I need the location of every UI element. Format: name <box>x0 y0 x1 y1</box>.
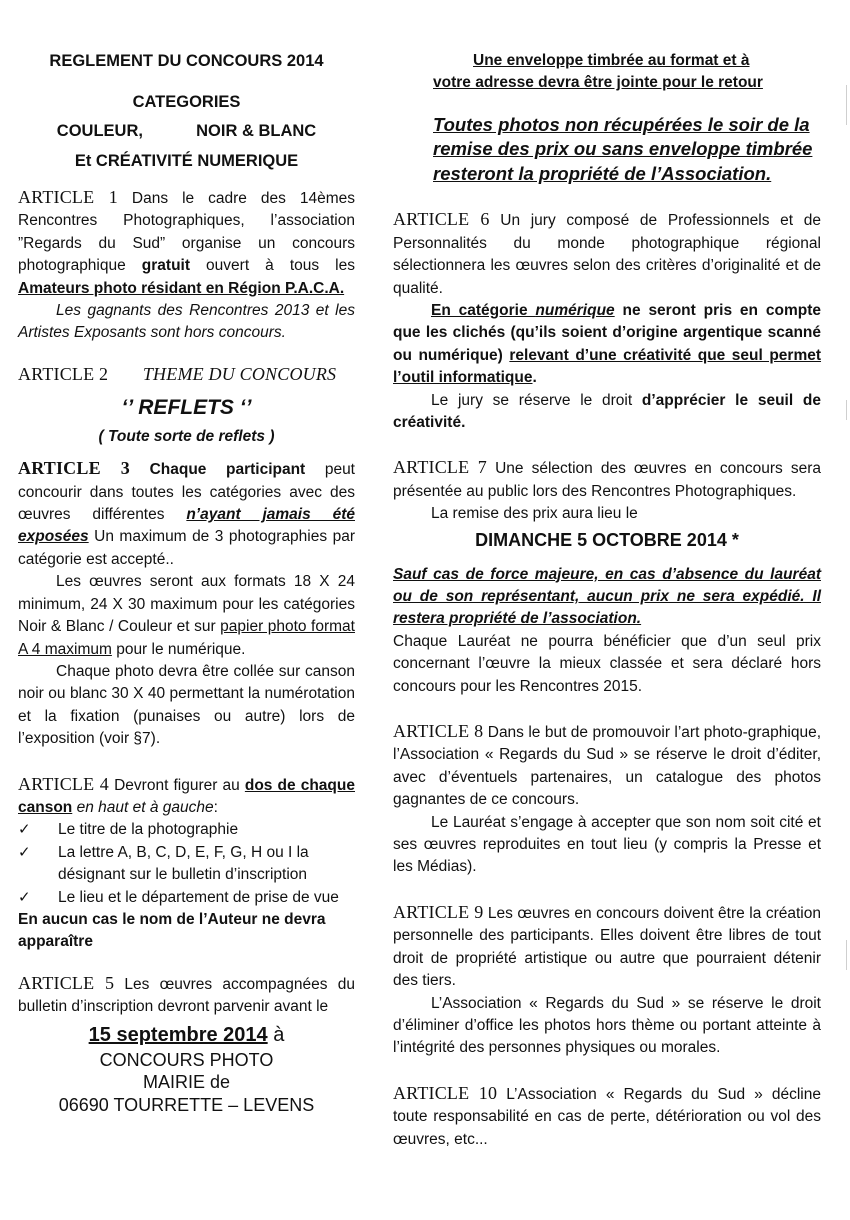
unclaimed-photos-note: Toutes photos non récupérées le soir de la remise des prix ou sans enveloppe timbrée resteront la propriété de l’Association. <box>433 113 813 184</box>
right-column <box>393 50 821 1151</box>
address-line-2: MAIRIE de <box>142 1071 231 1092</box>
theme-title: ‘’ REFLETS ‘’ <box>121 396 252 420</box>
article-1-label: ARTICLE 1 <box>18 187 118 207</box>
article-8-laureat: Le Lauréat s’engage à accepter que son nom soit cité et ses œuvres reproduites en tout lieu (y compris la Presse et les Médias). <box>393 813 821 876</box>
article-1-exclusions: Les gagnants des Rencontres 2013 et les Artistes Exposants sont hors concours. <box>18 302 355 342</box>
address-line-1: CONCOURS PHOTO <box>99 1049 274 1070</box>
article-2-label: ARTICLE 2 <box>18 363 109 384</box>
theme-subtitle: ( Toute sorte de reflets ) <box>98 428 275 446</box>
article-7-label: ARTICLE 7 <box>393 457 487 478</box>
article-6-jury: Le jury se réserve le droit d’apprécier le seuil de créativité. <box>393 391 821 431</box>
rules-title: REGLEMENT DU CONCOURS 2014 <box>49 52 324 70</box>
list-item: ✓ La lettre A, B, C, D, E, F, G, H ou I la désignant sur le bulletin d’inscription <box>18 842 355 887</box>
category-noir-blanc: NOIR & BLANC <box>196 122 317 140</box>
checkmark-icon: ✓ <box>18 888 31 906</box>
article-5-label: ARTICLE 5 <box>18 972 115 993</box>
article-10: ARTICLE 10 L’Association « Regards du Sud » décline toute responsabilité en cas de perte, détérioration ou vol des œuvres, etc... <box>393 1082 821 1148</box>
article-8-label: ARTICLE 8 <box>393 721 484 742</box>
author-name-warning: En aucun cas le nom de l’Auteur ne devra apparaître <box>18 910 326 951</box>
article-7: ARTICLE 7 Une sélection des œuvres en concours sera présentée au public lors des Rencontres Photographiques. <box>393 457 821 500</box>
list-item: ✓ Le lieu et le département de prise de vue <box>18 887 355 909</box>
article-8: ARTICLE 8 Dans le but de promouvoir l’art photo-graphique, l’Association « Regards du Sud » se réserve le droit d’éditer, avec d’éventuels partenaires, un catalogue des photos gagnantes de ce concours. <box>393 721 821 809</box>
article-3-label: ARTICLE 3 <box>18 458 130 479</box>
article-9: ARTICLE 9 Les œuvres en concours doivent être la création personnelle des participants. Elles doivent être libres de tout droit de propriété artistique ou autre que pourraient détenir des tiers. <box>393 901 821 990</box>
deadline-date: 15 septembre 2014 <box>88 1023 268 1046</box>
scan-mark <box>846 400 847 420</box>
scan-mark <box>846 940 847 970</box>
envelope-note: Une enveloppe timbrée au format et à votre adresse devra être jointe pour le retour <box>433 52 763 92</box>
article-9-association: L’Association « Regards du Sud » se réserve le droit d’éliminer d’office les photos hors thème ou portant atteinte à l’intégrité des personnes physiques ou morales. <box>393 994 821 1057</box>
article-3-canson: Chaque photo devra être collée sur canson noir ou blanc 30 X 40 permettant la numérotation et la fixation (punaises ou autre) lors de l’exposition (voir §7). <box>18 662 355 748</box>
theme-heading: THEME DU CONCOURS <box>142 363 337 384</box>
ceremony-date: DIMANCHE 5 OCTOBRE 2014 * <box>475 529 739 550</box>
deadline: 15 septembre 2014 à <box>88 1023 285 1046</box>
article-1: ARTICLE 1 Dans le cadre des 14èmes Rencontres Photographiques, l’association ”Regards du Sud” organise un concours photographique gratuit ouvert à tous les Amateurs photo résidant en Région P.A.C.A. <box>18 187 356 297</box>
article-4-label: ARTICLE 4 <box>18 773 110 794</box>
scan-mark <box>846 85 847 125</box>
category-creativite: Et CRÉATIVITÉ NUMERIQUE <box>74 152 299 170</box>
amateurs-text: Amateurs photo résidant en Région P.A.C.A. <box>18 279 345 297</box>
left-column <box>18 48 355 1117</box>
article-9-label: ARTICLE 9 <box>393 901 484 922</box>
category-couleur: COULEUR, <box>56 122 143 140</box>
article-6-label: ARTICLE 6 <box>393 209 490 230</box>
prize-ceremony-intro: La remise des prix aura lieu le <box>431 505 638 523</box>
article-4: ARTICLE 4 Devront figurer au dos de chaque canson en haut et à gauche: <box>18 773 355 816</box>
checkmark-icon: ✓ <box>18 843 31 861</box>
laureat-rule: Chaque Lauréat ne pourra bénéficier que d’un seul prix concernant l’œuvre la mieux classée et sera déclaré hors concours pour les Rencontres 2015. <box>393 632 821 695</box>
article-10-label: ARTICLE 10 <box>393 1082 498 1103</box>
article-5: ARTICLE 5 Les œuvres accompagnées du bulletin d’inscription devront parvenir avant le <box>18 972 355 1016</box>
force-majeure-note: Sauf cas de force majeure, en cas d’absence du lauréat ou de son représentant, aucun prix ne sera expédié. Il restera propriété de l’association. <box>393 565 821 628</box>
address-line-3: 06690 TOURRETTE – LEVENS <box>58 1094 315 1115</box>
categories-list <box>18 116 355 146</box>
article-3: ARTICLE 3 Chaque participant peut concourir dans toutes les catégories avec des œuvres différentes n’ayant jamais été exposées Un maximum de 3 photographies par catégorie est accepté.. <box>18 458 355 568</box>
article-6: ARTICLE 6 Un jury composé de Professionnels et de Personnalités du monde photographique régional sélectionnera les œuvres selon des critères d’originalité et de qualité. <box>393 209 821 297</box>
never-exposed-text: n’ayant jamais été exposées <box>18 506 355 546</box>
article-2 <box>18 363 355 387</box>
gratuit-text: gratuit <box>141 257 190 275</box>
article-6-numerique: En catégorie numérique ne seront pris en compte que les clichés (qu’ils soient d’origine argentique scanné ou numérique) relevant d’une créativité que seul permet l’outil informatique. <box>393 301 822 387</box>
categories-heading: CATEGORIES <box>132 93 241 111</box>
checkmark-icon: ✓ <box>18 821 31 839</box>
list-item: ✓ Le titre de la photographie <box>18 819 355 841</box>
article-3-formats: Les œuvres seront aux formats 18 X 24 minimum, 24 X 30 maximum pour les catégories Noir & Blanc / Couleur et sur papier photo format A 4 maximum pour le numérique. <box>18 573 355 658</box>
